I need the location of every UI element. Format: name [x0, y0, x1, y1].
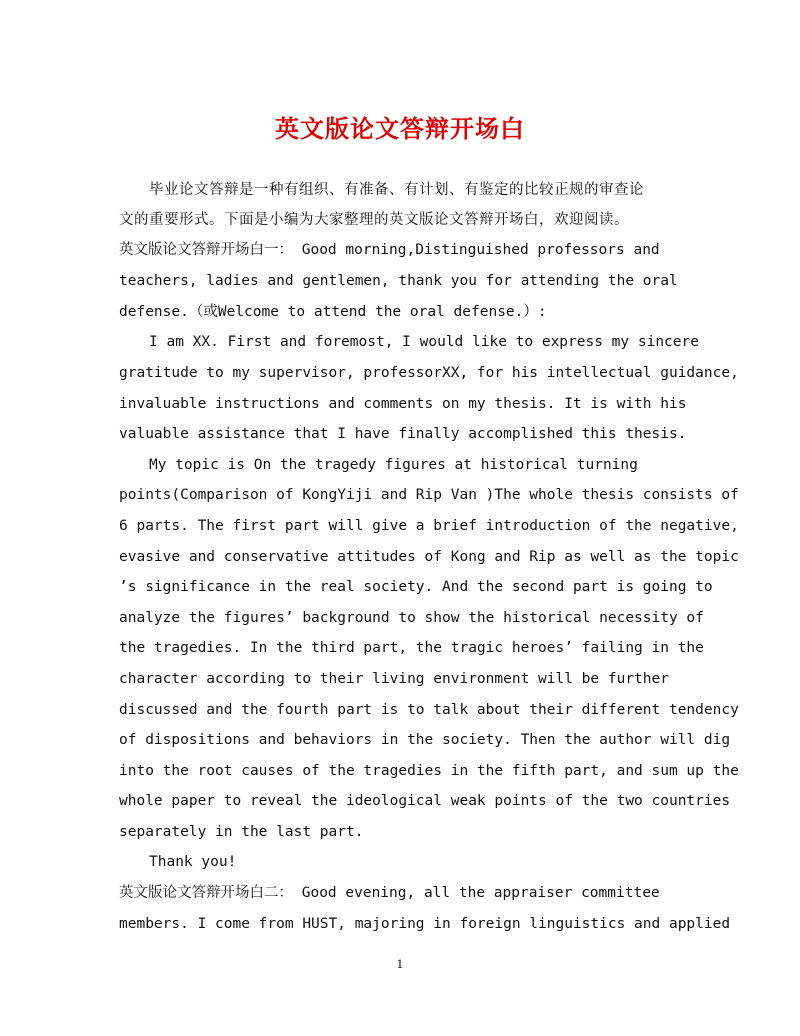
document-title: 英文版论文答辩开场白 — [275, 114, 525, 143]
paragraph-line: invaluable instructions and comments on my thesis. It is with his — [119, 396, 687, 412]
paragraph-line: analyze the figures’ background to show the historical necessity of — [119, 610, 704, 626]
paragraph-line: defense.（或Welcome to attend the oral defense.）: — [119, 304, 547, 320]
paragraph-line: discussed and the fourth part is to talk about their different tendency — [119, 702, 739, 718]
paragraph-line: character according to their living environment will be further — [119, 671, 669, 687]
paragraph-line: points(Comparison of KongYiji and Rip Van )The whole thesis consists of — [119, 487, 739, 503]
paragraph-line: 文的重要形式。下面是小编为大家整理的英文版论文答辩开场白，欢迎阅读。 — [119, 212, 629, 228]
paragraph-line: gratitude to my supervisor, professorXX, for his intellectual guidance, — [119, 365, 739, 381]
paragraph-line: whole paper to reveal the ideological weak points of the two countries — [119, 793, 731, 809]
paragraph-line: I am XX. First and foremost, I would like to express my sincere — [149, 334, 699, 350]
paragraph-line: evasive and conservative attitudes of Kong and Rip as well as the topic — [119, 549, 739, 565]
paragraph-line: valuable assistance that I have finally accomplished this thesis. — [119, 426, 687, 442]
paragraph-line: My topic is On the tragedy figures at historical turning — [149, 457, 638, 473]
paragraph-line: separately in the last part. — [119, 824, 364, 840]
paragraph-line: into the root causes of the tragedies in the fifth part, and sum up the — [119, 763, 739, 779]
paragraph-line: members. I come from HUST, majoring in foreign linguistics and applied — [119, 916, 731, 932]
paragraph-line: ’s significance in the real society. And the second part is going to — [119, 579, 713, 595]
paragraph-line: 英文版论文答辩开场白二： Good evening, all the appraiser committee — [119, 885, 660, 901]
paragraph-line: teachers, ladies and gentlemen, thank you for attending the oral — [119, 273, 678, 289]
page-number: 1 — [396, 958, 404, 971]
paragraph-line: Thank you! — [149, 854, 237, 870]
paragraph-line: 英文版论文答辩开场白一： Good morning,Distinguished professors and — [119, 242, 660, 258]
paragraph-line: of dispositions and behaviors in the society. Then the author will dig — [119, 732, 731, 748]
paragraph-line: 毕业论文答辩是一种有组织、有准备、有计划、有鉴定的比较正规的审查论 — [149, 182, 644, 198]
paragraph-line: the tragedies. In the third part, the tragic heroes’ failing in the — [119, 640, 704, 656]
paragraph-line: 6 parts. The first part will give a brief introduction of the negative, — [119, 518, 739, 534]
